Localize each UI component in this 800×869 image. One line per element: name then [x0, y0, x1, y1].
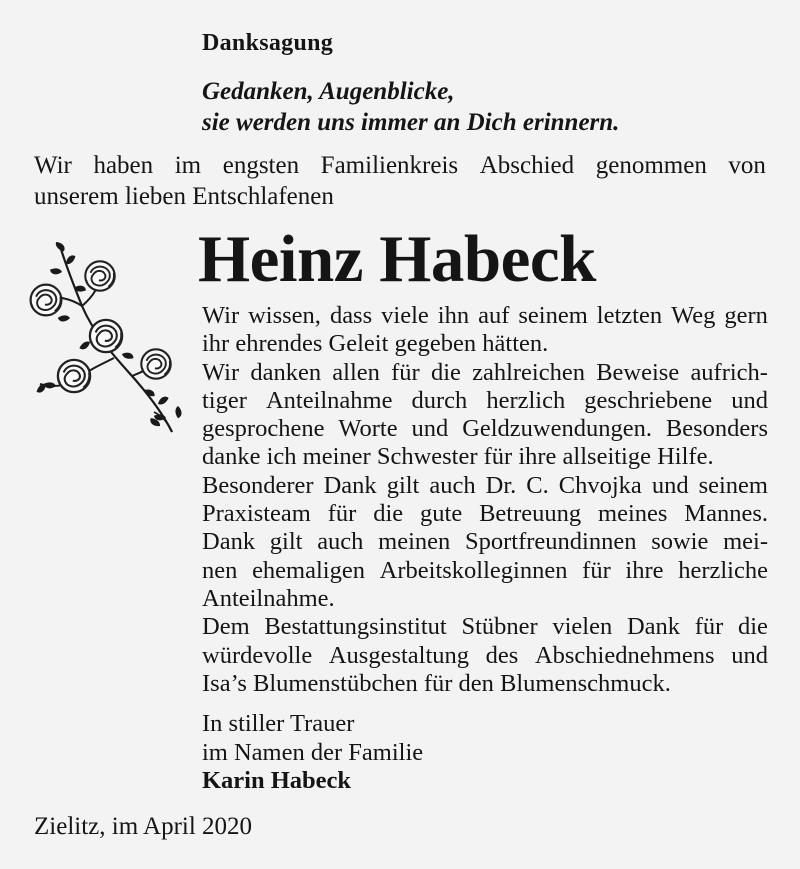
place-date: Zielitz, im April 2020 — [34, 813, 253, 840]
body-word: C. — [526, 471, 549, 499]
body-word: die — [373, 500, 404, 528]
body-word: Bestattungsinstitut — [264, 613, 447, 641]
body-word: Sportfreundinnen — [465, 528, 637, 556]
body-word: Abschiednehmens — [534, 641, 715, 669]
intro-text — [34, 150, 766, 212]
body-line — [202, 387, 768, 415]
body-line — [202, 500, 768, 528]
body-word: Chvojka — [558, 471, 642, 499]
body-word: Dank — [202, 528, 256, 556]
body-word: Dem — [202, 613, 250, 641]
body-word: viele — [381, 302, 429, 329]
body-word: Dank — [626, 613, 681, 641]
body-word: für — [327, 500, 357, 528]
body-word: Anteilnahme — [265, 386, 393, 414]
body-word: herzliche — [678, 556, 768, 584]
body-line: Anteilnahme. — [202, 584, 335, 612]
intro-word: Abschied — [479, 152, 575, 179]
body-word: Geldzuwendungen. — [462, 415, 653, 443]
body-word: gute — [420, 500, 463, 528]
body-word: Betreuung — [479, 500, 582, 528]
intro-word: haben — [93, 152, 154, 179]
body-word: Ausgestaltung — [328, 641, 470, 669]
roses-branch-icon — [22, 236, 198, 446]
intro-word: Wir — [34, 152, 72, 179]
body-word: letzten — [596, 302, 663, 329]
body-word: die — [738, 613, 768, 641]
body-word: des — [485, 641, 519, 669]
body-word: Mannes. — [684, 500, 768, 528]
memorial-quote — [202, 76, 619, 138]
body-word: meinen — [378, 528, 451, 556]
body-line: Isa’s Blumenstübchen für den Blumenschmuck. — [202, 669, 671, 697]
body-word: Besonderer — [202, 471, 314, 499]
body-word: auch — [317, 528, 364, 556]
body-word: Arbeitskolleginnen — [379, 556, 568, 584]
quote-line-1: Gedanken, Augenblicke, — [202, 78, 455, 105]
body-word: tiger — [202, 386, 247, 414]
body-word: danken — [250, 358, 322, 386]
body-word: zahlreichen — [472, 358, 585, 386]
body-line — [202, 415, 768, 443]
signature: Karin Habeck — [202, 767, 352, 794]
closing-line-1: In stiller Trauer — [202, 710, 355, 737]
body-line: ihr ehrendes Geleit gegeben hätten. — [202, 330, 549, 358]
body-word: und — [411, 415, 449, 443]
quote-line-2: sie werden uns immer an Dich erinnern. — [202, 109, 620, 136]
body-word: auf — [478, 302, 510, 329]
body-word: Praxisteam — [202, 500, 311, 528]
body-word: allen — [332, 358, 380, 386]
body-word: die — [430, 358, 461, 386]
body-word: gern — [724, 302, 768, 329]
body-line — [202, 613, 768, 641]
body-word: Besonders — [665, 415, 768, 443]
closing-block — [202, 710, 423, 796]
intro-word: Familienkreis — [320, 152, 459, 179]
body-line: danke ich meiner Schwester für ihre allseitige Hilfe. — [202, 443, 714, 471]
intro-word: von — [728, 152, 766, 179]
body-word: und — [651, 471, 689, 499]
body-word: gilt — [386, 471, 420, 499]
deceased-name: Heinz Habeck — [198, 222, 596, 296]
body-word: Beweise — [596, 358, 680, 386]
body-line — [202, 642, 768, 670]
body-word: auch — [429, 471, 476, 499]
intro-word: genommen — [595, 152, 707, 179]
body-word: Stübner — [461, 613, 538, 641]
body-word: ehemaligen — [252, 556, 365, 584]
body-word: Wir — [202, 358, 240, 386]
body-word: gilt — [269, 528, 303, 556]
intro-line-2: unserem lieben Entschlafenen — [34, 183, 334, 210]
body-word: seinem — [518, 302, 588, 329]
intro-word: engsten — [222, 152, 300, 179]
body-line — [202, 528, 768, 556]
body-word: Wir — [202, 302, 240, 329]
intro-word: im — [174, 152, 202, 179]
body-word: aufrich- — [690, 358, 768, 386]
body-word: und — [731, 386, 768, 414]
thanks-body — [202, 302, 768, 698]
closing-line-2: im Namen der Familie — [202, 738, 424, 766]
body-word: wissen, — [248, 302, 321, 329]
body-word: Worte — [338, 415, 398, 443]
body-word: seinem — [698, 471, 768, 499]
body-word: sowie — [651, 528, 709, 556]
body-word: für — [391, 358, 420, 386]
body-line — [202, 557, 768, 585]
body-word: Dr. — [485, 471, 517, 499]
body-line — [202, 302, 768, 330]
body-word: herzlich — [486, 386, 566, 414]
body-word: meines — [598, 500, 668, 528]
body-word: Weg — [671, 302, 716, 329]
body-word: ihn — [437, 302, 470, 329]
notice-heading: Danksagung — [202, 30, 334, 56]
body-word: mei- — [723, 528, 768, 556]
body-word: durch — [411, 386, 468, 414]
body-word: und — [731, 641, 768, 669]
body-word: vielen — [552, 613, 613, 641]
body-word: dass — [329, 302, 373, 329]
body-word: geschriebene — [584, 386, 713, 414]
body-word: Dank — [323, 471, 377, 499]
body-line — [202, 472, 768, 500]
body-word: für — [694, 613, 724, 641]
body-word: gesprochene — [202, 415, 325, 443]
body-word: nen — [202, 556, 238, 584]
body-word: würdevolle — [202, 641, 313, 669]
body-word: für — [582, 556, 611, 584]
body-line — [202, 359, 768, 387]
body-word: ihre — [625, 556, 664, 584]
intro-line-1 — [34, 150, 766, 181]
